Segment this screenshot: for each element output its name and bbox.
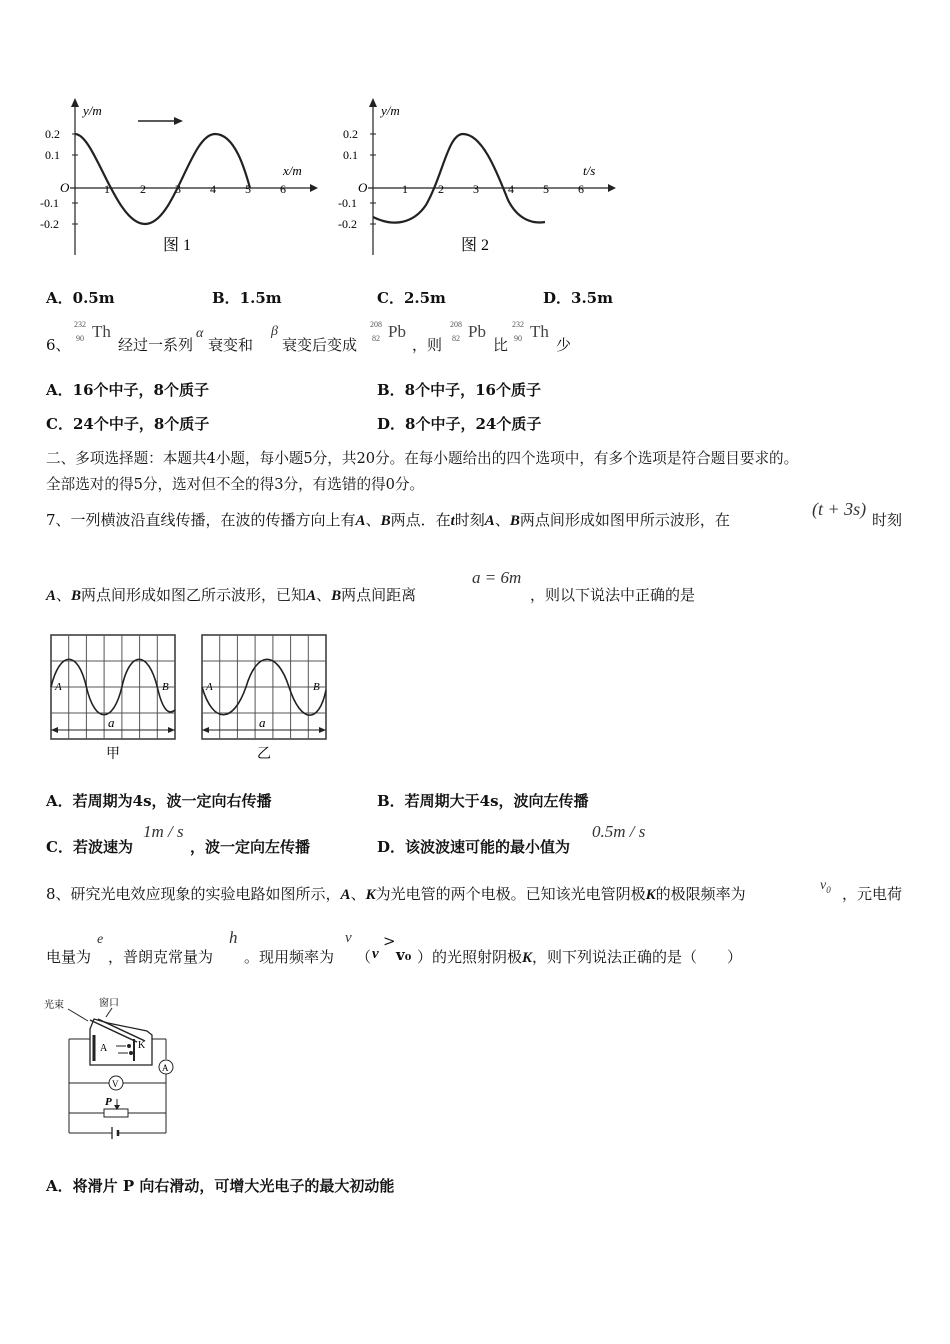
fig1-ylabel: y/m xyxy=(83,103,102,118)
q8-text: 为光电管的两个电极。已知该光电管阴极 xyxy=(375,885,646,903)
q7-option-c-part1: C．若波速为 xyxy=(46,838,133,856)
photoelectric-circuit-diagram xyxy=(42,995,192,1145)
figure-jia-waveform xyxy=(48,630,183,765)
electrode-k: K xyxy=(645,887,656,903)
charge-e: e xyxy=(97,932,104,947)
q7-text: 两点间形成如图乙所示波形，已知 xyxy=(81,586,307,604)
fig1-origin: O xyxy=(60,180,70,195)
q6-option-d: D．8个中子，24个质子 xyxy=(377,415,542,433)
q7-stem-line2 xyxy=(46,584,416,605)
q8-text: 。现用频率为 xyxy=(244,948,335,966)
yi-caption: 乙 xyxy=(257,747,271,762)
q6-text: ，则 xyxy=(412,336,443,354)
point-a: A xyxy=(46,588,57,604)
jia-label-b: B xyxy=(162,681,169,693)
fig1-xtick: 5 xyxy=(245,182,251,196)
q5-option-a: A．0.5m xyxy=(46,289,115,307)
fig1-xtick: 2 xyxy=(140,182,146,196)
nu0-nu: ν xyxy=(820,878,827,893)
pb-symbol: Pb xyxy=(388,322,406,341)
pb-mass-2: 208 xyxy=(450,320,462,329)
th-mass-2: 232 xyxy=(512,320,524,329)
figure-2-vibration-graph xyxy=(338,95,618,260)
q7-text: 两点间形成如图甲所示波形，在 xyxy=(519,511,730,529)
q8-paren-open: （ xyxy=(356,948,372,966)
fig1-ytick: -0.2 xyxy=(40,217,59,231)
q8-v: v xyxy=(372,946,379,962)
slider-label: P xyxy=(105,1096,112,1108)
q6-stem xyxy=(46,318,926,358)
fig2-ylabel: y/m xyxy=(381,103,400,118)
q7-option-c-speed: 1m / s xyxy=(143,822,184,841)
point-b: B xyxy=(380,513,391,529)
fig2-xtick: 5 xyxy=(543,182,549,196)
yi-dimension: a xyxy=(259,715,266,730)
light-ray xyxy=(90,1020,137,1042)
figure-1-wave-graph xyxy=(40,95,320,260)
label-window: 窗口 xyxy=(99,998,119,1009)
fig2-origin: O xyxy=(358,180,368,195)
q6-text: 衰变后变成 xyxy=(282,336,358,354)
point-a: A xyxy=(484,513,495,529)
fig1-ytick: 0.2 xyxy=(45,127,60,141)
fig1-ytick: 0.1 xyxy=(45,148,60,162)
fig2-ytick: -0.2 xyxy=(338,217,357,231)
q5-option-b: B．1.5m xyxy=(212,289,282,307)
q7-text: 、 xyxy=(365,511,381,529)
fig2-xlabel: t/s xyxy=(583,163,596,178)
nu0-subscript: 0 xyxy=(826,884,831,895)
q7-text: 时刻 xyxy=(872,511,903,529)
distance-expression: a = 6m xyxy=(472,568,522,587)
fig2-xtick: 3 xyxy=(473,182,479,196)
pb-mass: 208 xyxy=(370,320,382,329)
fig2-xtick: 1 xyxy=(402,182,408,196)
q8-text: ，则下列说法正确的是（ ） xyxy=(532,948,743,966)
fig1-xtick: 1 xyxy=(104,182,110,196)
q7-option-c-part2: ，波一定向左传播 xyxy=(190,838,311,856)
point-b: B xyxy=(331,588,342,604)
figure-yi-waveform xyxy=(199,630,334,765)
fig2-xtick: 4 xyxy=(508,182,514,196)
q8-v0: v₀ xyxy=(396,946,412,964)
th-symbol-2: Th xyxy=(530,322,549,341)
th-z: 90 xyxy=(76,334,84,343)
fig1-xlabel: x/m xyxy=(283,163,302,178)
q8-text: 电量为 xyxy=(46,948,92,966)
time-t: t xyxy=(450,513,455,529)
pb-z-2: 82 xyxy=(452,334,460,343)
q7-text: 、 xyxy=(56,586,72,604)
q6-option-a: A．16个中子，8个质子 xyxy=(46,381,209,399)
fig1-y-arrow xyxy=(71,98,79,107)
voltmeter-label: V xyxy=(112,1079,119,1089)
q6-text: 经过一系列 xyxy=(118,336,194,354)
pb-z: 82 xyxy=(372,334,380,343)
q6-number: 6、 xyxy=(46,336,71,354)
q8-text: 的极限频率为 xyxy=(655,885,746,903)
point-a: A xyxy=(355,513,366,529)
th-symbol: Th xyxy=(92,322,111,341)
alpha-symbol: α xyxy=(196,326,204,341)
electrode-a: A xyxy=(340,887,351,903)
q7-text: 、 xyxy=(494,511,510,529)
q7-text: 时刻 xyxy=(454,511,485,529)
q7-option-d-speed: 0.5m / s xyxy=(592,822,646,841)
fig1-wave-curve xyxy=(75,134,250,224)
q7-option-d-part1: D．该波波速可能的最小值为 xyxy=(377,838,571,856)
q8-stem-line1 xyxy=(46,883,746,904)
jia-caption: 甲 xyxy=(106,747,120,762)
fig2-ytick: 0.2 xyxy=(343,127,358,141)
fig1-xtick: 3 xyxy=(175,182,181,196)
fig1-xtick: 4 xyxy=(210,182,216,196)
anode-label: A xyxy=(100,1043,108,1054)
pb-symbol-2: Pb xyxy=(468,322,486,341)
point-b: B xyxy=(509,513,520,529)
q8-option-a: A．将滑片 P 向右滑动，可增大光电子的最大初动能 xyxy=(46,1177,395,1195)
electrode-k: K xyxy=(365,887,376,903)
q7-text: 、 xyxy=(316,586,332,604)
q7-text: 两点间距离 xyxy=(341,586,417,604)
q7-text: 7、一列横波沿直线传播，在波的传播方向上有 xyxy=(46,511,356,529)
q8-text: ）的光照射阴极 xyxy=(417,948,523,966)
q7-text: 两点．在 xyxy=(390,511,451,529)
q6-option-c: C．24个中子，8个质子 xyxy=(46,415,210,433)
nu0-symbol xyxy=(820,878,831,895)
jia-label-a: A xyxy=(55,681,62,693)
fig2-ytick: 0.1 xyxy=(343,148,358,162)
freq-nu: ν xyxy=(345,930,352,946)
q6-text: 少 xyxy=(556,336,572,354)
fig2-xtick: 6 xyxy=(578,182,584,196)
q6-text: 衰变和 xyxy=(208,336,254,354)
q8-text: ，元电荷 xyxy=(842,885,903,903)
th-mass: 232 xyxy=(74,320,86,329)
q6-option-b: B．8个中子，16个质子 xyxy=(377,381,541,399)
fig1-ytick: -0.1 xyxy=(40,196,59,210)
q7-option-a: A．若周期为4s，波一定向右传播 xyxy=(46,792,272,810)
fig2-caption: 图 2 xyxy=(461,237,490,254)
fig1-x-arrow xyxy=(310,184,318,192)
point-a: A xyxy=(306,588,317,604)
fig1-xtick: 6 xyxy=(280,182,286,196)
q7-option-b: B．若周期大于4s，波向左传播 xyxy=(377,792,589,810)
fig2-ytick: -0.1 xyxy=(338,196,357,210)
label-light-beam: 光束 xyxy=(44,1000,64,1011)
yi-label-a: A xyxy=(206,681,213,693)
section2-heading-line1: 二、多项选择题：本题共4小题，每小题5分，共20分。在每小题给出的四个选项中，有多个选项是符合题目要求的。 xyxy=(46,450,799,467)
q8-text: 、 xyxy=(350,885,366,903)
q6-text: 比 xyxy=(493,336,509,354)
electrode-k: K xyxy=(522,950,533,966)
q7-text: ，则以下说法中正确的是 xyxy=(530,586,696,604)
q5-option-d: D．3.5m xyxy=(543,289,613,307)
cathode-label: K xyxy=(138,1040,146,1051)
jia-dimension: a xyxy=(108,715,115,730)
q8-text: 8、研究光电效应现象的实验电路如图所示， xyxy=(46,885,341,903)
fig1-caption: 图 1 xyxy=(163,237,192,254)
rheostat-icon xyxy=(104,1109,128,1117)
q8-gt: > xyxy=(383,932,396,950)
point-b: B xyxy=(71,588,82,604)
section2-heading-line2: 全部选对的得5分，选对但不全的得3分，有选错的得0分。 xyxy=(46,476,425,493)
q8-text: ，普朗克常量为 xyxy=(108,948,214,966)
th-z-2: 90 xyxy=(514,334,522,343)
yi-label-b: B xyxy=(313,681,320,693)
q8-stem-line2-end xyxy=(417,946,742,967)
q7-stem-line1 xyxy=(46,509,730,530)
planck-h: h xyxy=(229,928,238,947)
fig2-vibration-curve xyxy=(373,134,545,223)
time-expression: (t + 3s) xyxy=(812,499,867,519)
ammeter-label: A xyxy=(162,1063,169,1073)
fig2-xtick: 2 xyxy=(438,182,444,196)
beta-symbol: β xyxy=(271,324,278,339)
q5-option-c: C．2.5m xyxy=(377,289,446,307)
